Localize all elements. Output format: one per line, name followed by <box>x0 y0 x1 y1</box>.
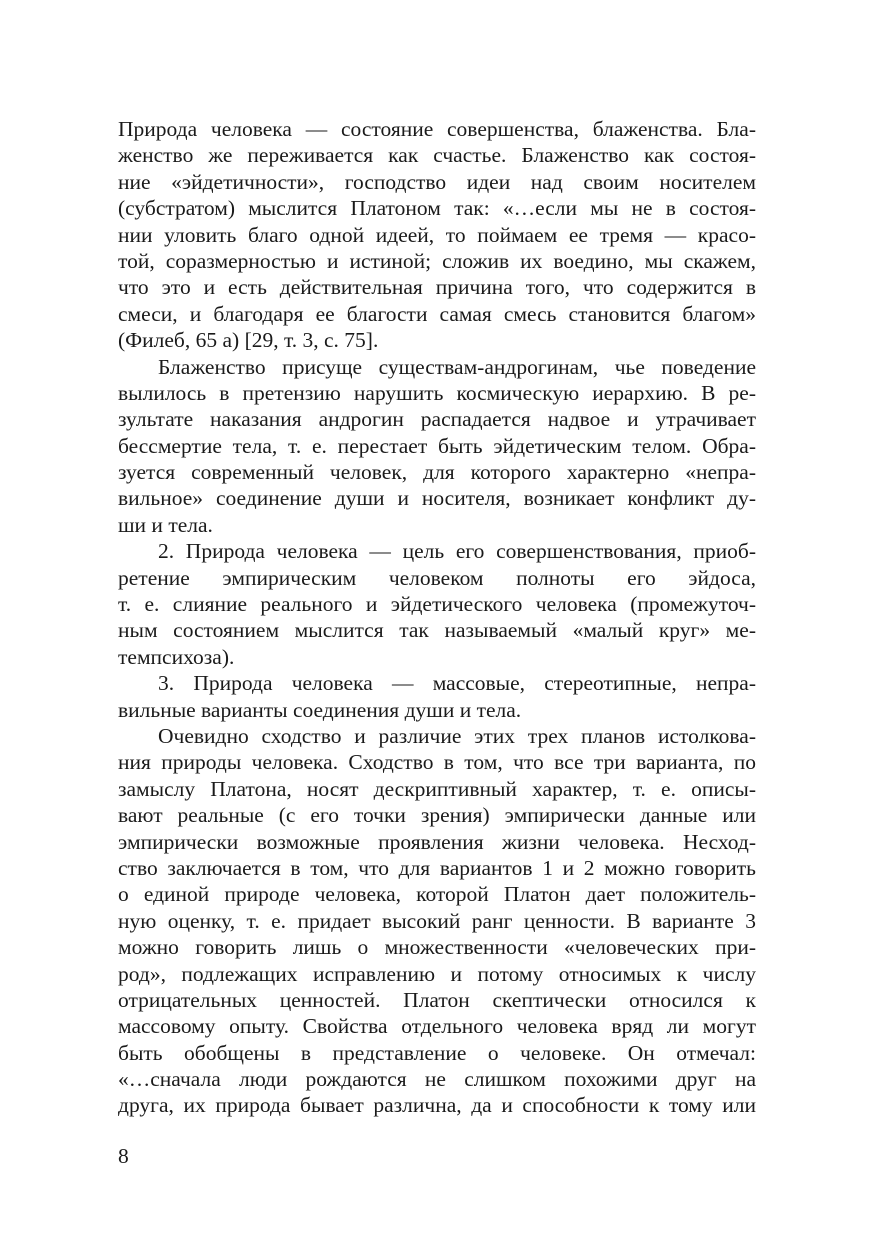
text-line: что это и есть действительная причина того, что содержится в <box>118 275 756 300</box>
text-line: ретение эмпирическим человеком полноты его эйдоса, <box>118 565 756 590</box>
text-line: зультате наказания андрогин распадается надвое и утрачивает <box>118 407 756 432</box>
text-line: вильные варианты соединения души и тела. <box>118 697 522 722</box>
text-line: отрицательных ценностей. Платон скептически относился к <box>118 987 756 1012</box>
text-line: ным состоянием мыслится так называемый «малый круг» ме- <box>118 618 756 643</box>
text-line: Очевидно сходство и различие этих трех планов истолкова- <box>158 723 756 748</box>
text-line: женство же переживается как счастье. Блаженство как состоя- <box>118 143 756 168</box>
text-line: бессмертие тела, т. е. перестает быть эйдетическим телом. Обра- <box>118 433 756 458</box>
paragraph <box>118 116 756 354</box>
text-line: «…сначала люди рождаются не слишком похожими друг на <box>118 1067 756 1092</box>
text-line: (Филеб, 65 а) [29, т. 3, с. 75]. <box>118 328 379 353</box>
text-line: ние «эйдетичности», господство идеи над своим носителем <box>118 169 756 194</box>
text-line: ство заключается в том, что для вариантов 1 и 2 можно говорить <box>118 855 756 880</box>
paragraph <box>118 670 756 723</box>
text-line: вают реальные (с его точки зрения) эмпирически данные или <box>118 803 756 828</box>
text-line: нии уловить благо одной идеей, то поймаем ее тремя — красо- <box>118 222 756 247</box>
text-line: массовому опыту. Свойства отдельного человека вряд ли могут <box>118 1014 756 1039</box>
paragraph <box>118 723 756 1119</box>
text-line: быть обобщены в представление о человеке. Он отмечал: <box>118 1040 756 1065</box>
text-line: 3. Природа человека — массовые, стереотипные, непра- <box>158 671 756 696</box>
paragraph <box>118 538 756 670</box>
text-line: (субстратом) мыслится Платоном так: «…если мы не в состоя- <box>118 196 756 221</box>
text-line: Блаженство присуще существам-андрогинам, чье поведение <box>158 354 756 379</box>
text-line: смеси, и благодаря ее благости самая смесь становится благом» <box>118 301 756 326</box>
paragraph <box>118 354 756 539</box>
text-line: зуется современный человек, для которого характерно «непра- <box>118 460 756 485</box>
text-line: ную оценку, т. е. придает высокий ранг ценности. В варианте 3 <box>118 908 756 933</box>
text-line: той, соразмерностью и истиной; сложив их воедино, мы скажем, <box>118 248 756 273</box>
text-line: вылилось в претензию нарушить космическую иерархию. В ре- <box>118 380 756 405</box>
text-line: Природа человека — состояние совершенства, блаженства. Бла- <box>118 117 756 141</box>
text-line: ши и тела. <box>118 512 213 537</box>
text-line: эмпирически возможные проявления жизни человека. Несход- <box>118 829 756 854</box>
text-line: можно говорить лишь о множественности «человеческих при- <box>118 935 756 960</box>
text-line: т. е. слияние реального и эйдетического человека (промежуточ- <box>118 592 756 617</box>
text-line: замыслу Платона, носят дескриптивный характер, т. е. описы- <box>118 776 756 801</box>
text-line: темпсихоза). <box>118 644 235 669</box>
page-body <box>118 116 756 1119</box>
page-number: 8 <box>118 1144 129 1168</box>
text-line: 2. Природа человека — цель его совершенствования, приоб- <box>158 539 756 564</box>
text-line: друга, их природа бывает различна, да и способности к тому или <box>118 1093 756 1118</box>
text-line: род», подлежащих исправлению и потому относимых к числу <box>118 961 756 986</box>
text-line: вильное» соединение души и носителя, возникает конфликт ду- <box>118 486 756 511</box>
text-line: ния природы человека. Сходство в том, что все три варианта, по <box>118 750 756 775</box>
text-line: о единой природе человека, которой Платон дает положитель- <box>118 882 756 907</box>
